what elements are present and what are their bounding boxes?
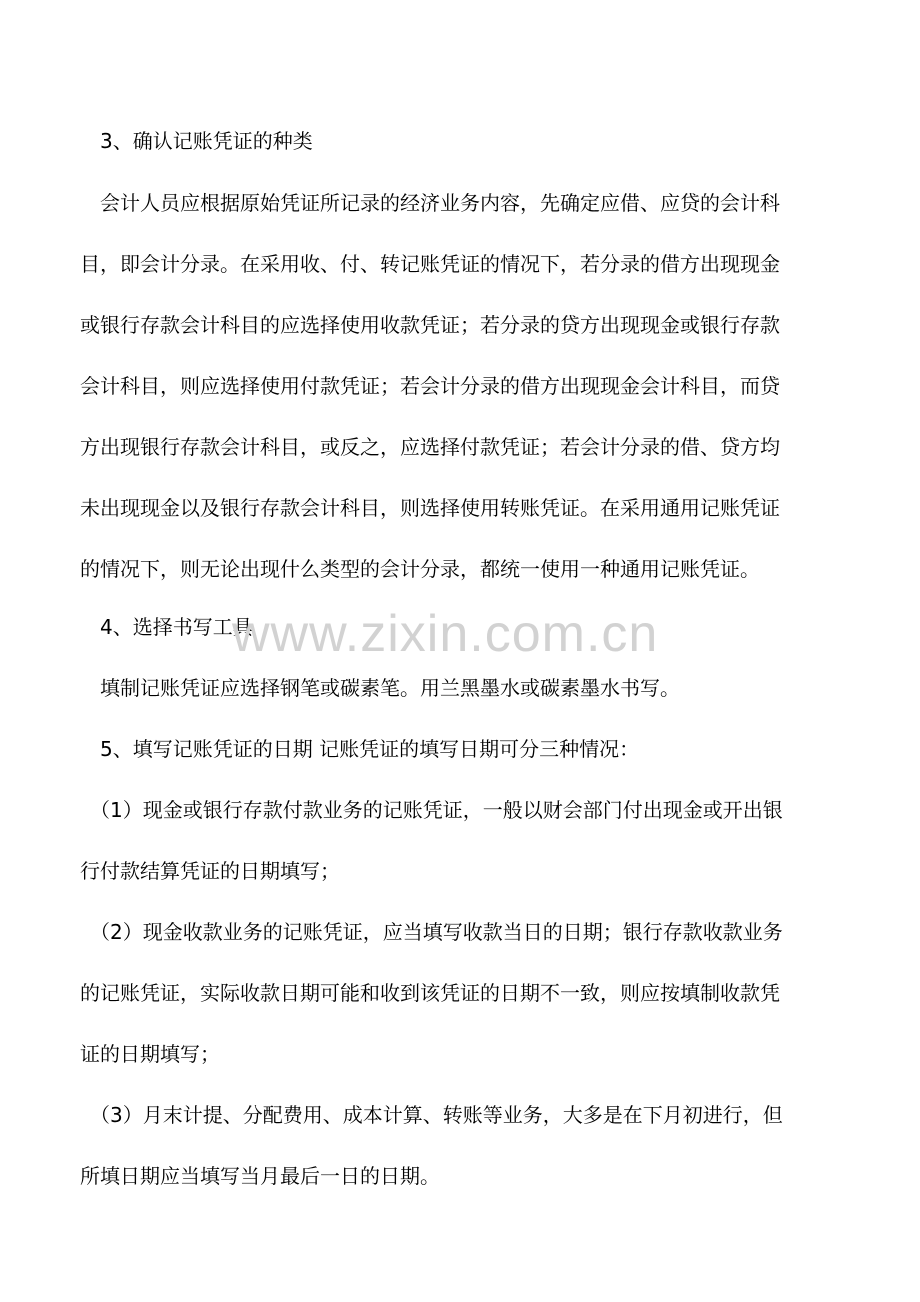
heading-3-voucher-types: 3、确认记账凭证的种类 [80,129,313,153]
list-item-line: 所填日期应当填写当月最后一日的日期。 [80,1164,440,1188]
paragraph-line: 的情况下，则无论出现什么类型的会计分录，都统一使用一种通用记账凭证。 [80,557,760,581]
list-item-line: 证的日期填写； [80,1042,220,1066]
watermark-text: www.zixin.com.cn [232,605,659,663]
paragraph-line: 目，即会计分录。在采用收、付、转记账凭证的情况下，若分录的借方出现现金 [80,252,780,276]
paragraph-line: 会计科目，则应选择使用付款凭证；若会计分录的借方出现现金会计科目，而贷 [80,374,780,398]
paragraph-line: 方出现银行存款会计科目，或反之，应选择付款凭证；若会计分录的借、贷方均 [80,435,780,459]
list-item-line: 的记账凭证，实际收款日期可能和收到该凭证的日期不一致，则应按填制收款凭 [80,981,780,1005]
paragraph-line: 或银行存款会计科目的应选择使用收款凭证；若分录的贷方出现现金或银行存款 [80,313,780,337]
list-item-line: 行付款结算凭证的日期填写； [80,859,340,883]
paragraph-line: 填制记账凭证应选择钢笔或碳素笔。用兰黑墨水或碳素墨水书写。 [80,676,680,700]
list-item-line: （1）现金或银行存款付款业务的记账凭证，一般以财会部门付出现金或开出银 [80,798,783,822]
heading-4-writing-tools: 4、选择书写工具 [80,615,253,639]
paragraph-line: 未出现现金以及银行存款会计科目，则选择使用转账凭证。在采用通用记账凭证 [80,496,780,520]
list-item-line: （3）月末计提、分配费用、成本计算、转账等业务，大多是在下月初进行，但 [80,1103,783,1127]
list-item-line: （2）现金收款业务的记账凭证，应当填写收款当日的日期；银行存款收款业务 [80,920,783,944]
heading-5-voucher-date: 5、填写记账凭证的日期 记账凭证的填写日期可分三种情况： [80,737,640,761]
paragraph-line: 会计人员应根据原始凭证所记录的经济业务内容，先确定应借、应贷的会计科 [80,191,780,215]
